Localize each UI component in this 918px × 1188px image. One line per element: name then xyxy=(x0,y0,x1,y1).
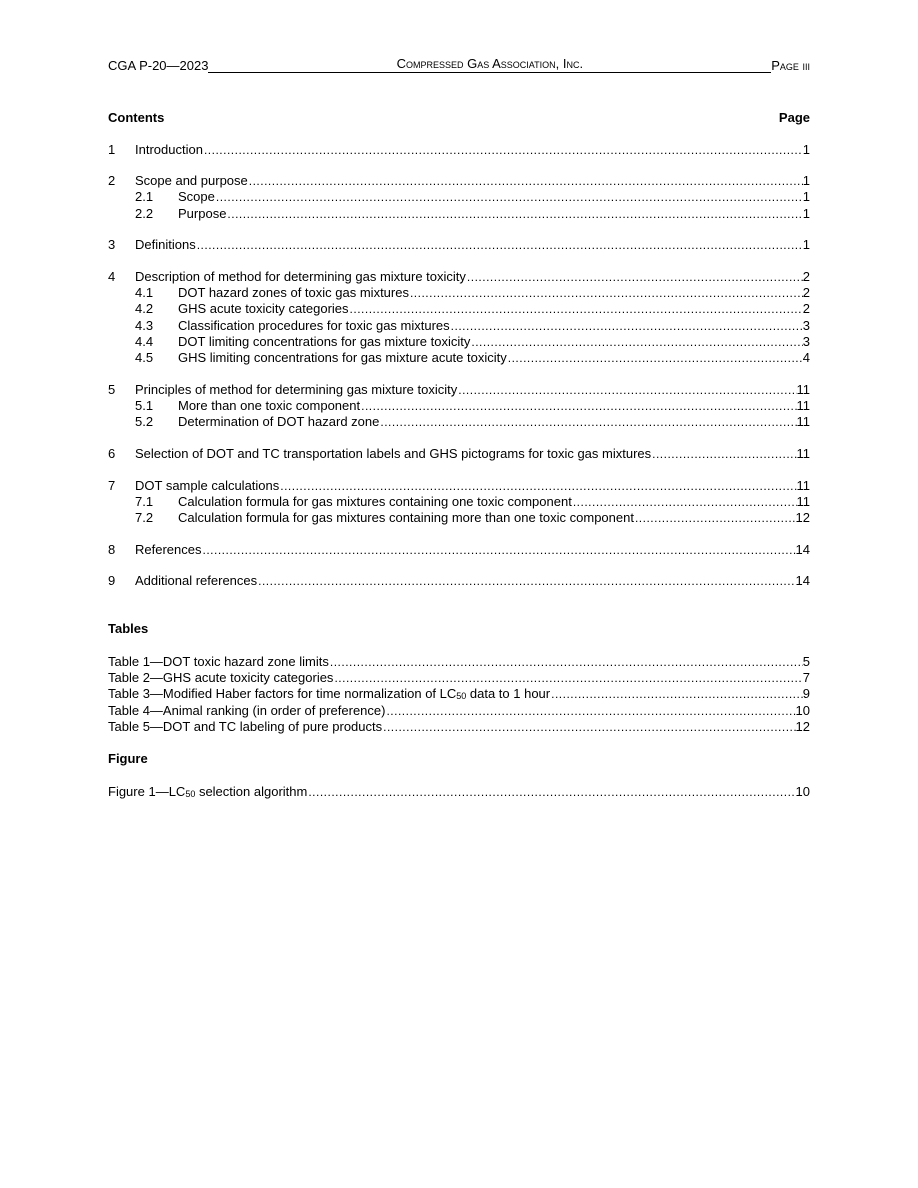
section-number: 4.2 xyxy=(135,301,154,316)
toc-subentry[interactable] xyxy=(108,189,810,205)
page-ref: 5 xyxy=(802,654,810,669)
toc-subentry[interactable] xyxy=(108,318,810,334)
section-number: 6 xyxy=(108,446,116,461)
dot-leader xyxy=(248,173,803,189)
page-ref: 11 xyxy=(796,382,810,397)
section-title: Classification procedures for toxic gas mixtures xyxy=(178,318,450,333)
section-title: Selection of DOT and TC transportation labels and GHS pictograms for toxic gas mixtures xyxy=(135,446,652,461)
dot-leader xyxy=(279,478,796,494)
section-number: 2.2 xyxy=(135,206,154,221)
section-number: 4.3 xyxy=(135,318,154,333)
page-ref: 12 xyxy=(795,510,810,525)
dot-leader xyxy=(379,414,796,430)
page-ref: 11 xyxy=(796,446,810,461)
dot-leader xyxy=(385,703,795,719)
page-ref: 1 xyxy=(802,189,810,204)
page-ref: 3 xyxy=(802,334,810,349)
section-number: 1 xyxy=(108,142,116,157)
table-entry[interactable] xyxy=(108,703,810,719)
page-number: Page iii xyxy=(771,58,810,73)
dot-leader xyxy=(409,285,803,301)
figures-heading: Figure xyxy=(108,751,148,766)
page-ref: 3 xyxy=(802,318,810,333)
figure-entry[interactable] xyxy=(108,784,810,800)
section-number: 4.1 xyxy=(135,285,154,300)
dot-leader xyxy=(634,510,796,526)
toc-entry[interactable] xyxy=(108,478,810,494)
page-ref: 11 xyxy=(796,414,810,429)
toc-entry[interactable] xyxy=(108,269,810,285)
page-ref: 11 xyxy=(796,478,810,493)
toc-entry[interactable] xyxy=(108,573,810,589)
section-number: 7.2 xyxy=(135,510,154,525)
page-ref: 7 xyxy=(802,670,810,685)
section-number: 5.1 xyxy=(135,398,154,413)
table-entry[interactable] xyxy=(108,686,810,702)
subscript: 50 xyxy=(185,789,196,799)
section-number: 8 xyxy=(108,542,116,557)
toc-entry[interactable] xyxy=(108,542,810,558)
toc-subentry[interactable] xyxy=(108,350,810,366)
section-title: More than one toxic component xyxy=(178,398,361,413)
dot-leader xyxy=(450,318,803,334)
section-number: 2 xyxy=(108,173,116,188)
table-title xyxy=(108,686,550,704)
dot-leader xyxy=(457,382,796,398)
section-title: Introduction xyxy=(135,142,203,157)
page-ref: 2 xyxy=(802,285,810,300)
table-title: Table 1—DOT toxic hazard zone limits xyxy=(108,654,329,669)
section-title: GHS acute toxicity categories xyxy=(178,301,349,316)
toc-subentry[interactable] xyxy=(108,414,810,430)
section-title: Scope xyxy=(178,189,215,204)
page-ref: 11 xyxy=(796,494,810,509)
section-number: 4 xyxy=(108,269,116,284)
section-number: 4.5 xyxy=(135,350,154,365)
page-ref: 12 xyxy=(795,719,810,734)
title-text: data to 1 hour xyxy=(466,686,551,701)
section-title: Purpose xyxy=(178,206,227,221)
table-entry[interactable] xyxy=(108,719,810,735)
dot-leader xyxy=(349,301,803,317)
dot-leader xyxy=(257,573,795,589)
section-number: 2.1 xyxy=(135,189,154,204)
document-page xyxy=(108,0,810,1188)
dot-leader xyxy=(215,189,803,205)
page-ref: 1 xyxy=(802,173,810,188)
section-title: DOT sample calculations xyxy=(135,478,280,493)
toc-entry[interactable] xyxy=(108,142,810,158)
section-number: 7.1 xyxy=(135,494,154,509)
page-column-heading: Page xyxy=(778,110,810,125)
section-number: 4.4 xyxy=(135,334,154,349)
section-title: Calculation formula for gas mixtures containing more than one toxic component xyxy=(178,510,634,525)
page-ref: 10 xyxy=(795,703,810,718)
dot-leader xyxy=(466,269,803,285)
dot-leader xyxy=(470,334,802,350)
title-text: selection algorithm xyxy=(195,784,308,799)
toc-entry[interactable] xyxy=(108,446,810,462)
section-title: GHS limiting concentrations for gas mixture acute toxicity xyxy=(178,350,507,365)
dot-leader xyxy=(307,784,795,800)
table-title: Table 5—DOT and TC labeling of pure products xyxy=(108,719,383,734)
toc-entry[interactable] xyxy=(108,173,810,189)
page-ref: 4 xyxy=(802,350,810,365)
section-title: Definitions xyxy=(135,237,196,252)
figure-title xyxy=(108,784,307,802)
dot-leader xyxy=(360,398,796,414)
dot-leader xyxy=(572,494,797,510)
toc-subentry[interactable] xyxy=(108,510,810,526)
dot-leader xyxy=(329,654,803,670)
section-number: 3 xyxy=(108,237,116,252)
dot-leader xyxy=(382,719,795,735)
section-title: Additional references xyxy=(135,573,258,588)
section-title: Determination of DOT hazard zone xyxy=(178,414,380,429)
dot-leader xyxy=(651,446,796,462)
toc-subentry[interactable] xyxy=(108,285,810,301)
page-ref: 14 xyxy=(795,573,810,588)
section-title: DOT hazard zones of toxic gas mixtures xyxy=(178,285,409,300)
page-ref: 14 xyxy=(795,542,810,557)
section-title: Description of method for determining gas mixture toxicity xyxy=(135,269,466,284)
section-number: 9 xyxy=(108,573,116,588)
section-title: Calculation formula for gas mixtures containing one toxic component xyxy=(178,494,572,509)
dot-leader xyxy=(550,686,803,702)
toc-subentry[interactable] xyxy=(108,398,810,414)
dot-leader xyxy=(196,237,803,253)
dot-leader xyxy=(226,206,802,222)
section-title: Scope and purpose xyxy=(135,173,248,188)
publisher-name: Compressed Gas Association, Inc. xyxy=(208,56,771,73)
toc-subentry[interactable] xyxy=(108,334,810,350)
toc-subentry[interactable] xyxy=(108,206,810,222)
page-ref: 9 xyxy=(802,686,810,701)
dot-leader xyxy=(203,142,803,158)
contents-heading: Contents xyxy=(108,110,165,125)
toc-entry[interactable] xyxy=(108,382,810,398)
toc-subentry[interactable] xyxy=(108,494,810,510)
title-text: Table 3—Modified Haber factors for time normalization of LC xyxy=(108,686,457,701)
table-entry[interactable] xyxy=(108,670,810,686)
section-number: 5.2 xyxy=(135,414,154,429)
section-title: References xyxy=(135,542,202,557)
page-ref: 2 xyxy=(802,269,810,284)
section-number: 7 xyxy=(108,478,116,493)
page-ref: 1 xyxy=(802,206,810,221)
section-number: 5 xyxy=(108,382,116,397)
table-title: Table 4—Animal ranking (in order of preference) xyxy=(108,703,386,718)
running-header xyxy=(108,55,810,73)
dot-leader xyxy=(201,542,795,558)
toc-subentry[interactable] xyxy=(108,301,810,317)
table-entry[interactable] xyxy=(108,654,810,670)
page-ref: 1 xyxy=(802,237,810,252)
page-ref: 1 xyxy=(802,142,810,157)
page-ref: 10 xyxy=(795,784,810,799)
subscript: 50 xyxy=(456,691,467,701)
section-title: DOT limiting concentrations for gas mixture toxicity xyxy=(178,334,471,349)
section-title: Principles of method for determining gas mixture toxicity xyxy=(135,382,458,397)
document-id: CGA P-20—2023 xyxy=(108,58,209,73)
table-title: Table 2—GHS acute toxicity categories xyxy=(108,670,334,685)
tables-heading: Tables xyxy=(108,621,149,636)
page-ref: 11 xyxy=(796,398,810,413)
dot-leader xyxy=(507,350,803,366)
dot-leader xyxy=(333,670,802,686)
page-ref: 2 xyxy=(802,301,810,316)
title-text: Figure 1—LC xyxy=(108,784,186,799)
toc-entry[interactable] xyxy=(108,237,810,253)
